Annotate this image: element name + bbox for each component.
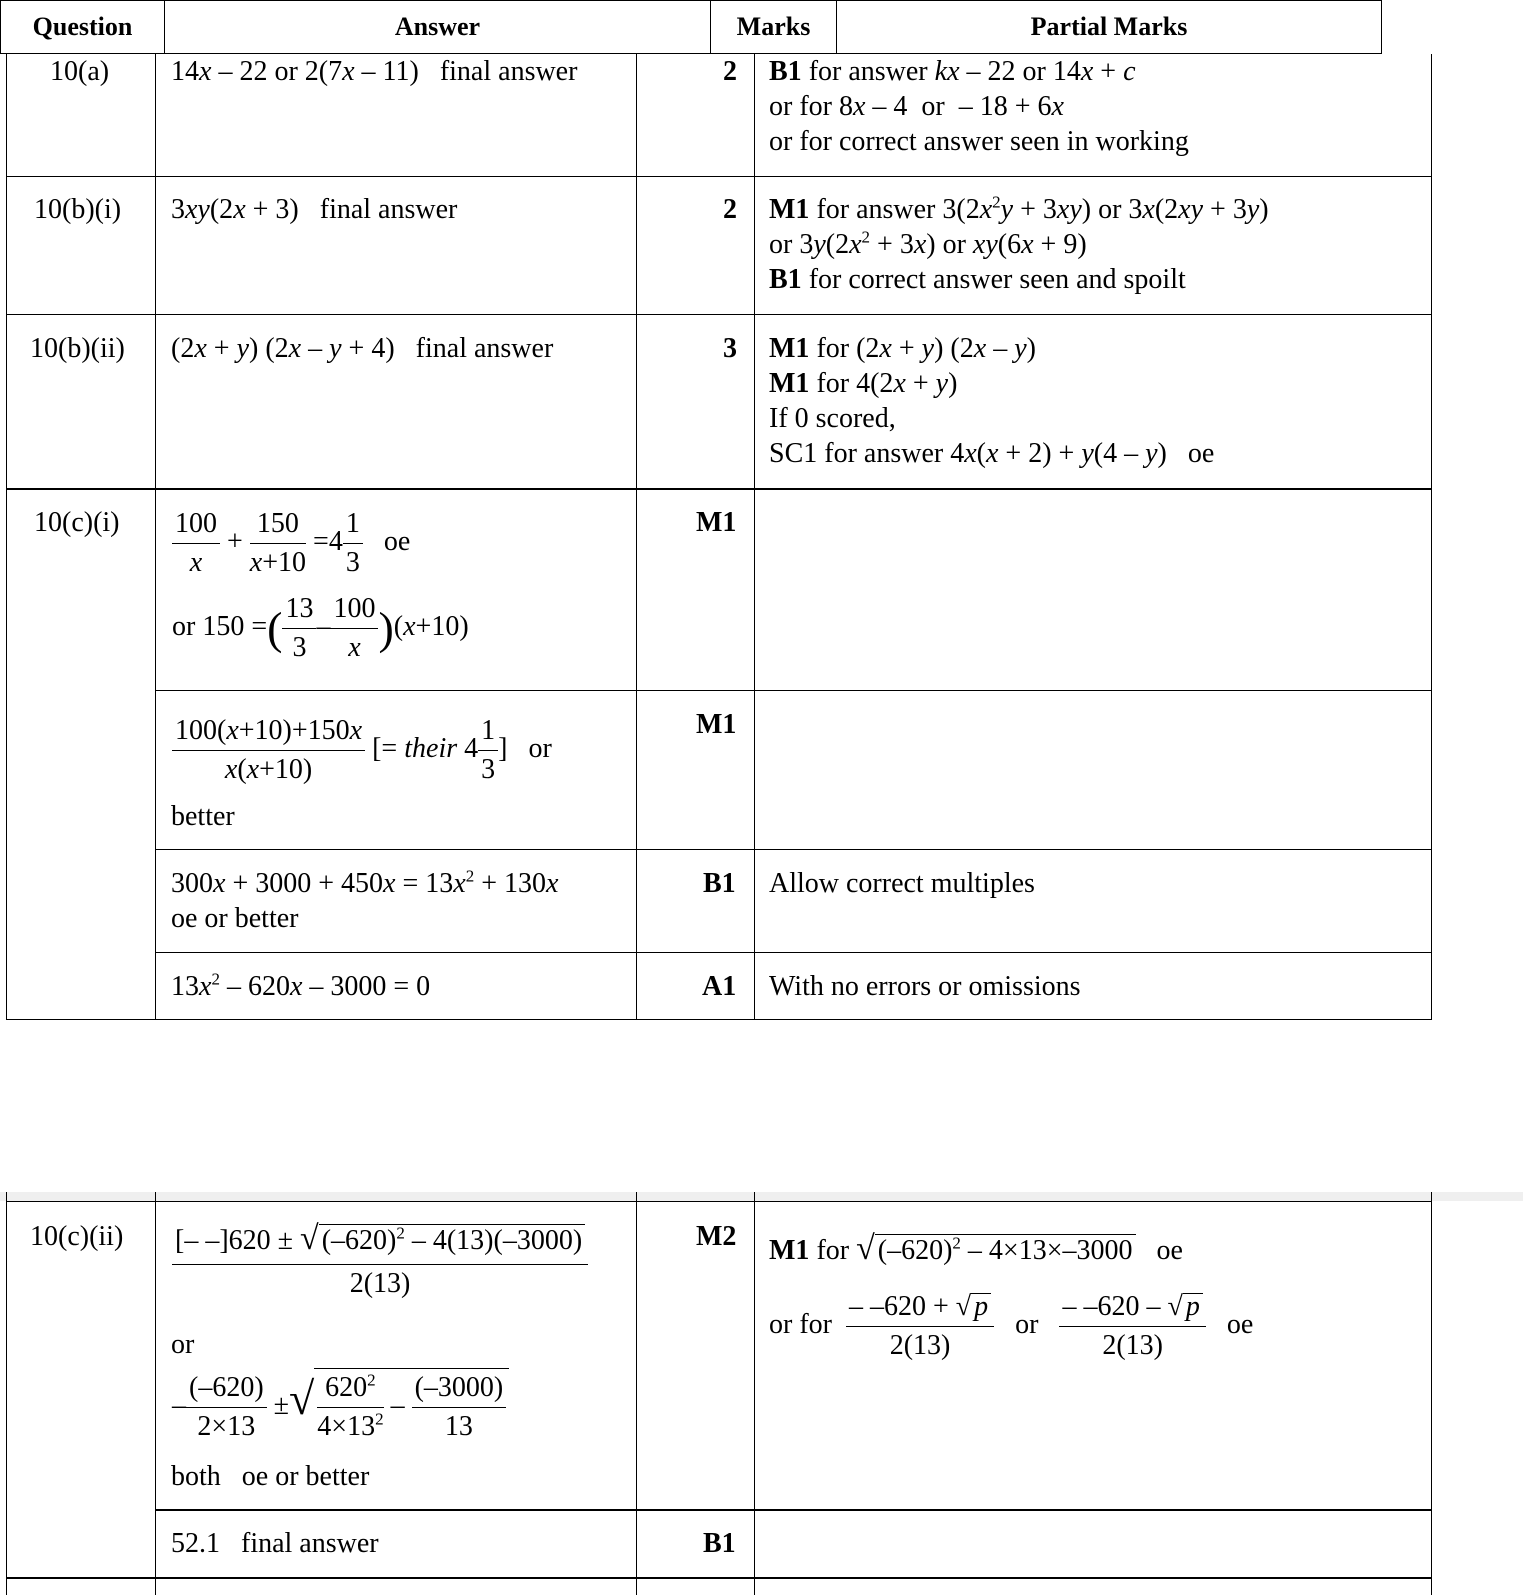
answer-10ci-eq2: or 150 =( $\frac{13}{3}$ – $\frac{100}{x}$ )(x+10) [172,590,469,667]
marks-10ci-3: B1 [703,868,736,899]
header-answer: Answer [164,0,711,54]
answer-10bii: (2x + y) (2x – y + 4) final answer [171,333,554,364]
header-marks: Marks [710,0,837,54]
partial-10ci-3: Allow correct multiples [769,868,1035,899]
header-partial-marks: Partial Marks [836,0,1382,54]
marks-10cii-1: M2 [696,1221,737,1252]
partial-10bi-line2: or $3y(2x^2 + 3x)$ or xy(6x + 9) [769,227,1087,260]
answer-10ci-eq1: $\frac{100}{x}$ + $\frac{150}{x+10}$ =4 $\frac{1}{3}$ oe [172,505,410,582]
partial-10bii-line4: SC1 for answer 4x(x + 2) + y(4 – y) oe [769,438,1215,469]
partial-10cii-line2: or for $\frac{- -620 + √ p}{2(13)}$ or $\frac{- -620 - √ p}{2(13)}$ oe [769,1288,1253,1365]
row-divider [6,176,1432,177]
grid-line [155,1192,156,1595]
grid-line [636,1192,637,1595]
partial-10cii-line1: M1 for √ $(-620)^2 - 4\times 13\times-3000$ oe [769,1230,1183,1267]
marks-10bii: 3 [723,333,737,364]
answer-10cii-formula2: – $\frac{(-620)}{2\times 13}$ ±√ $\frac{620^2}{4\times 13^2}$ – $\frac{(-3000)}{13}$ [172,1368,509,1446]
answer-10ci-step2: $\frac{100(x+10)+150x}{x(x+10)}$ [= their 4 $\frac{1}{3}$ ] or [172,712,552,789]
row-divider [6,1019,1432,1020]
partial-10a-line2: or for 8x – 4 or – 18 + 6x [769,91,1064,122]
header-question: Question [0,0,165,54]
question-10bii: 10(b)(ii) [30,333,125,364]
row-divider [155,690,1432,691]
partial-10bii-line2: M1 for 4(2x + y) [769,368,958,399]
row-divider [155,1509,1432,1511]
marks-10bi: 2 [723,194,737,225]
answer-10bi: 3xy(2x + 3) final answer [171,194,458,225]
grid-line [6,1192,7,1595]
answer-10cii-or: or [171,1329,195,1360]
question-10a: 10(a) [50,56,110,87]
marks-10ci-1: M1 [696,507,737,538]
row-divider [6,1201,1432,1202]
row-divider [6,488,1432,490]
grid-line [6,54,7,1020]
marks-10ci-4: A1 [702,971,737,1002]
grid-line [1431,54,1432,1020]
question-10bi: 10(b)(i) [34,194,122,225]
partial-10a-line3: or for correct answer seen in working [769,126,1189,157]
marks-10cii-2: B1 [703,1528,736,1559]
grid-line [636,54,637,1020]
row-divider [155,849,1432,850]
partial-10bi-line1: M1 for answer $3(2x^2y + 3xy)$ or 3x(2xy + 3y) [769,192,1269,225]
answer-10cii-both: both oe or better [171,1461,370,1492]
question-10ci: 10(c)(i) [34,507,120,538]
partial-10bii-line1: M1 for (2x + y) (2x – y) [769,333,1036,364]
grid-line [754,1192,755,1595]
marks-10ci-2: M1 [696,709,737,740]
answer-10ci-step3: $300x + 3000 + 450x = 13x^2 + 130x$ [171,866,559,899]
answer-10ci-step3-note: oe or better [171,903,299,934]
answer-10cii-formula1: $\frac{[- -]620 \pm √ (-620)^2 - 4(13)(-3000)}{2(13)}$ [172,1220,588,1303]
row-divider [6,314,1432,315]
page-break-band [0,1192,1523,1201]
question-10cii: 10(c)(ii) [30,1221,124,1252]
answer-10ci-step4: $13x^2 - 620x - 3000 = 0$ [171,969,431,1002]
partial-10bi-line3: B1 for correct answer seen and spoilt [769,264,1186,295]
answer-10a: 14x – 22 or 2(7x – 11) final answer [171,56,578,87]
grid-line [1431,1192,1432,1595]
row-divider [6,1577,1432,1579]
grid-line [754,54,755,1020]
answer-10cii-final: 52.1 final answer [171,1528,379,1559]
grid-line [155,54,156,1020]
partial-10bii-line3: If 0 scored, [769,403,896,434]
answer-10ci-better: better [171,801,235,832]
partial-10a-line1: B1 for answer kx – 22 or 14x + c [769,56,1136,87]
partial-10ci-4: With no errors or omissions [769,971,1081,1002]
marks-10a: 2 [723,56,737,87]
row-divider [155,952,1432,953]
